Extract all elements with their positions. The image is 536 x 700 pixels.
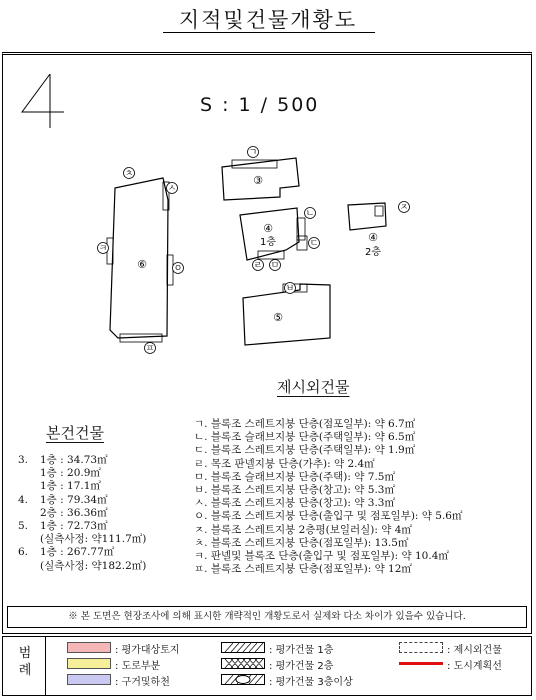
excluded-item: ㄱ. 블록조 스레트지붕 단층(점포일부): 약 6.7㎡ bbox=[194, 418, 416, 430]
marker-r: ㄹ bbox=[253, 261, 263, 271]
page-title: 지적및건물개황도 bbox=[178, 8, 358, 32]
excluded-item: ㄴ. 블록조 슬래브지붕 단층(주택일부): 약 6.5㎡ bbox=[194, 431, 416, 444]
excluded-title: 제시외건물 bbox=[277, 378, 350, 396]
legend-swatch-land bbox=[67, 642, 111, 653]
disclaimer-note: ※ 본 도면은 현장조사에 의해 표시한 개략적인 개황도로서 실제와 다소 차이가 있을수 있습니다. bbox=[7, 606, 527, 628]
legend-label: : 도시계획선 bbox=[447, 661, 502, 672]
marker-d: ㄷ bbox=[309, 239, 319, 249]
main-item: 5. 1층 : 72.73㎡ bbox=[18, 520, 108, 533]
marker-p: ㅍ bbox=[145, 344, 155, 354]
main-item: (실측사정: 약182.2㎡) bbox=[40, 559, 147, 572]
marker-n: ㄴ bbox=[305, 209, 315, 219]
excluded-item: ㅅ. 블록조 스레트지붕 단층(창고): 약 3.3㎡ bbox=[194, 497, 395, 510]
main-item: 1층 : 20.9㎡ bbox=[40, 467, 101, 480]
excluded-item: ㄷ. 블록조 스레트지붕 단층(주택일부): 약 1.9㎡ bbox=[194, 444, 416, 457]
excluded-item: ㄹ. 목조 판넬지붕 단층(가추): 약 2.4㎡ bbox=[194, 457, 375, 470]
building-4-label: ④ bbox=[263, 222, 273, 235]
main-item: 3. 1층 : 34.73㎡ bbox=[18, 454, 108, 466]
legend-swatch-planning-line bbox=[399, 662, 443, 665]
main-item: (실측사정: 약111.7㎡) bbox=[40, 533, 147, 546]
excluded-item: ㅍ. 블록조 스레트지붕 단층(점포일부): 약 12㎡ bbox=[194, 563, 412, 576]
legend-label: : 도로부분 bbox=[115, 661, 161, 672]
main-list bbox=[18, 454, 190, 573]
excluded-item: ㅂ. 블록조 스레트지붕 단층(창고): 약 5.3㎡ bbox=[194, 484, 395, 497]
marker-ch: ㅊ bbox=[124, 169, 134, 179]
legend-label: : 제시외건물 bbox=[447, 645, 502, 656]
marker-g: ㄱ bbox=[248, 148, 258, 158]
legend-swatch-floor2 bbox=[221, 658, 265, 669]
legend-label: : 평가대상토지 bbox=[115, 645, 180, 656]
legend-divider bbox=[45, 637, 46, 695]
marker-j: ㅈ bbox=[399, 203, 409, 213]
legend-swatch-excluded bbox=[399, 642, 443, 653]
excluded-list bbox=[194, 418, 463, 576]
building-6-label: ⑥ bbox=[137, 258, 147, 271]
building-3-label: ③ bbox=[253, 174, 263, 187]
legend-swatch-stream bbox=[67, 674, 111, 685]
legend-label: : 평가건물 3층이상 bbox=[269, 677, 353, 688]
legend-swatch-road bbox=[67, 658, 111, 669]
marker-b: ㅂ bbox=[285, 284, 295, 294]
legend-title: 범례 bbox=[18, 646, 32, 678]
excluded-item: ㅋ. 판넬및 블록조 단층(출입구 및 점포일부): 약 10.4㎡ bbox=[194, 550, 449, 563]
building-4b-floor: 2층 bbox=[364, 247, 382, 258]
legend-label: : 평가건물 2층 bbox=[269, 661, 334, 672]
building-4-floor: 1층 bbox=[259, 237, 277, 248]
building-4b-label: ④ bbox=[368, 231, 378, 244]
marker-m: ㅁ bbox=[270, 261, 280, 271]
main-item: 2층 : 36.36㎡ bbox=[40, 506, 108, 519]
legend-label: : 평가건물 1층 bbox=[269, 645, 334, 656]
excluded-item: ㅇ. 블록조 스레트지붕 단층(출입구 및 점포일부): 약 5.6㎡ bbox=[194, 510, 463, 523]
main-item: 1층 : 17.1㎡ bbox=[40, 480, 101, 493]
legend-swatch-floor3 bbox=[221, 674, 265, 685]
building-4b-outline bbox=[348, 203, 386, 230]
main-item: 6. 1층 : 267.77㎡ bbox=[18, 546, 115, 559]
legend-swatch-floor1 bbox=[221, 642, 265, 653]
main-item: 4. 1층 : 79.34㎡ bbox=[18, 493, 108, 506]
excluded-item: ㅈ. 블록조 스레트지붕 2층평(보일러실): 약 4㎡ bbox=[194, 523, 412, 536]
excluded-item: ㅁ. 블록조 슬래브지붕 단층(주택): 약 7.5㎡ bbox=[194, 470, 395, 483]
legend-label: : 구거및하천 bbox=[115, 677, 170, 688]
main-title: 본건건물 bbox=[46, 424, 104, 442]
scale-label: S : 1 / 500 bbox=[200, 94, 320, 116]
marker-o: ㅇ bbox=[173, 264, 183, 274]
legend bbox=[2, 636, 532, 696]
excluded-item: ㅊ. 블록조 스레트지붕 단층(점포일부): 13.5㎡ bbox=[194, 536, 409, 549]
marker-s: ㅅ bbox=[167, 184, 177, 194]
building-5-label: ⑤ bbox=[273, 311, 283, 324]
marker-k: ㅋ bbox=[98, 244, 108, 254]
